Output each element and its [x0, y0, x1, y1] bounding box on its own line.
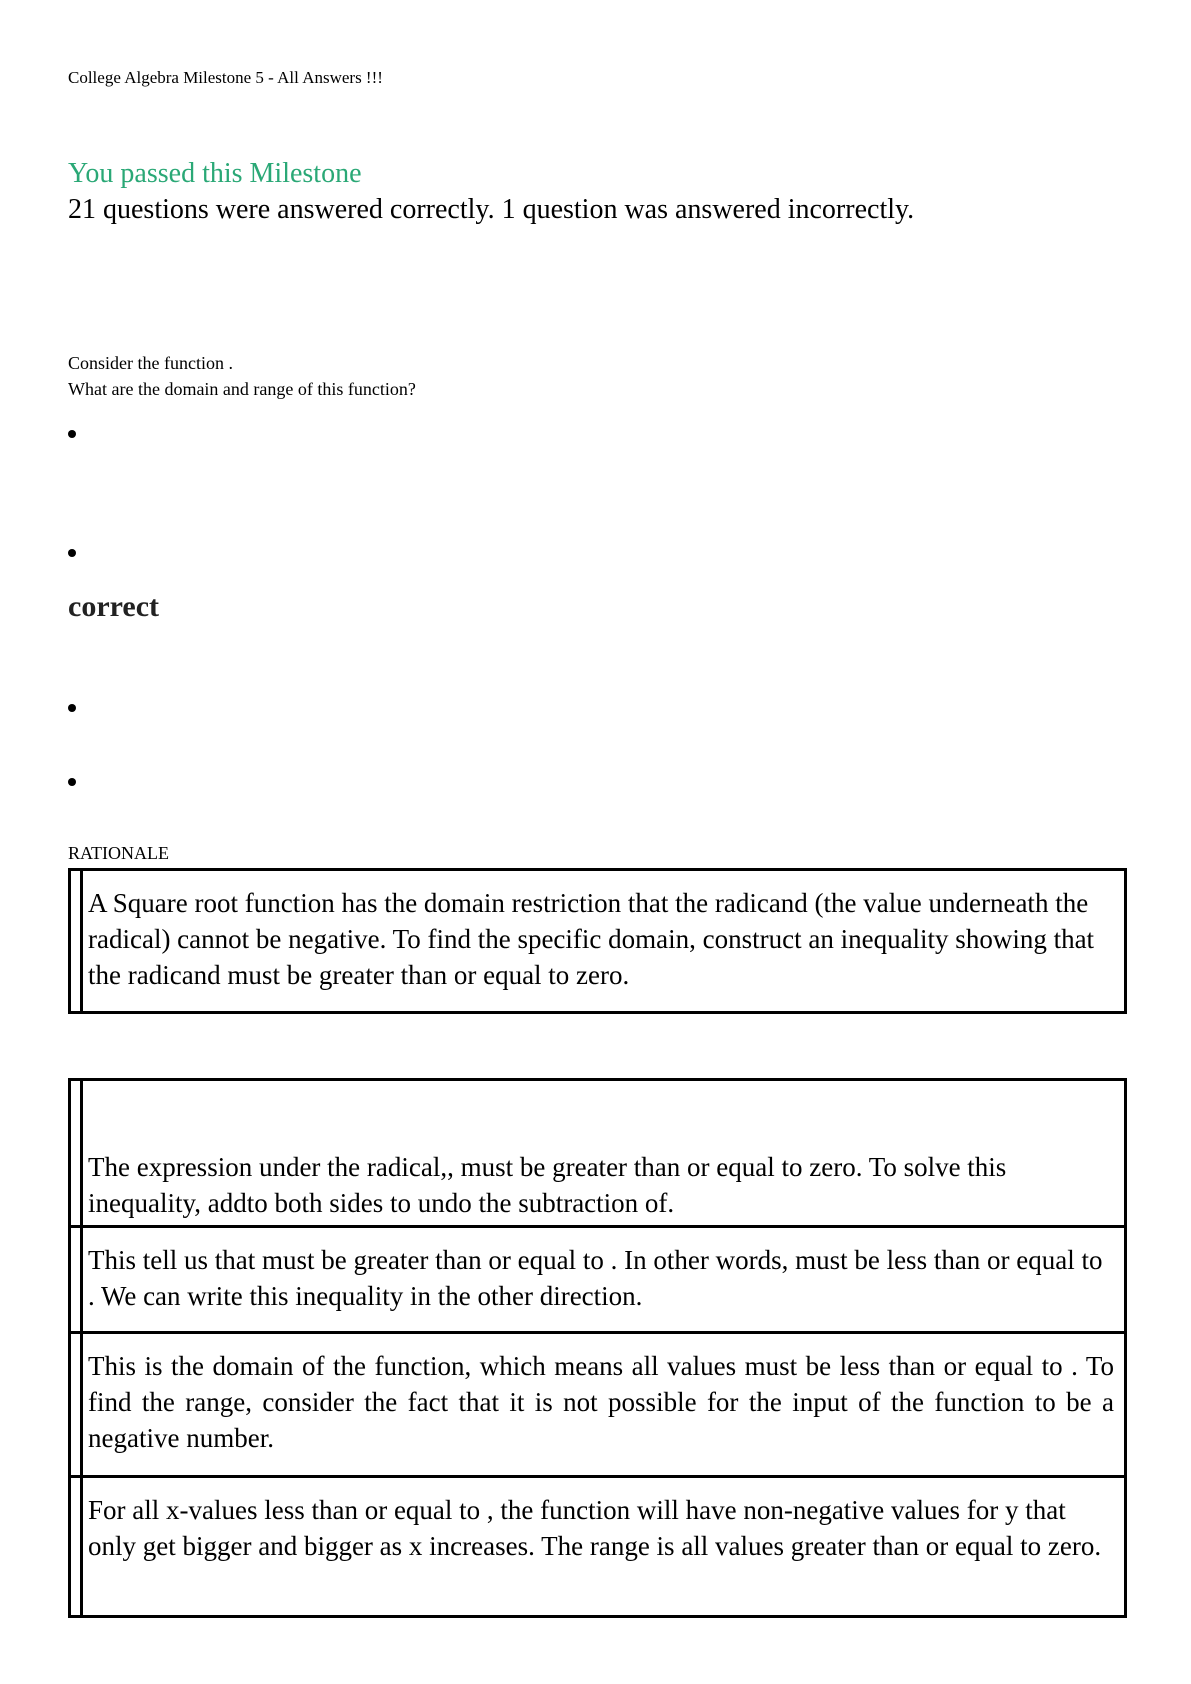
rationale-steps-table — [68, 1078, 1127, 1618]
question-line-1: Consider the function . — [68, 353, 233, 373]
answer-option-1-bullet-icon[interactable] — [68, 430, 76, 438]
rationale-step-3: This is the domain of the function, which means all values must be less than or equal to . To find the range, consider the fact that it is not possible for the input of the function to be a negative number. — [71, 1331, 1124, 1475]
pass-status: You passed this Milestone — [68, 158, 362, 189]
answer-option-2-bullet-icon[interactable] — [68, 549, 76, 557]
answer-option-4-bullet-icon[interactable] — [68, 778, 76, 786]
score-summary: 21 questions were answered correctly. 1 question was answered incorrectly. — [68, 194, 915, 225]
rationale-text: A Square root function has the domain restriction that the radicand (the value underneath the radical) cannot be negative. To find the specific domain, construct an inequality showing that the radicand must be greater than or equal to zero. — [88, 888, 1095, 990]
rationale-box — [68, 868, 1127, 1014]
question-text — [68, 350, 416, 402]
question-line-2: What are the domain and range of this function? — [68, 379, 416, 399]
rationale-step-1: The expression under the radical,, must be greater than or equal to zero. To solve this inequality, addto both sides to undo the subtraction of. — [88, 1152, 1007, 1218]
rationale-step-2: This tell us that must be greater than or equal to . In other words, must be less than or equal to . We can write this inequality in the other direction. — [71, 1225, 1124, 1331]
answer-option-3-bullet-icon[interactable] — [68, 704, 76, 712]
rationale-label: RATIONALE — [68, 843, 169, 863]
correct-label: correct — [68, 590, 160, 623]
document-title: College Algebra Milestone 5 - All Answers !!! — [68, 68, 383, 87]
rationale-step-4: For all x-values less than or equal to , the function will have non-negative values for y that only get bigger and bigger as x increases. The range is all values greater than or equal to zero. — [71, 1475, 1124, 1615]
